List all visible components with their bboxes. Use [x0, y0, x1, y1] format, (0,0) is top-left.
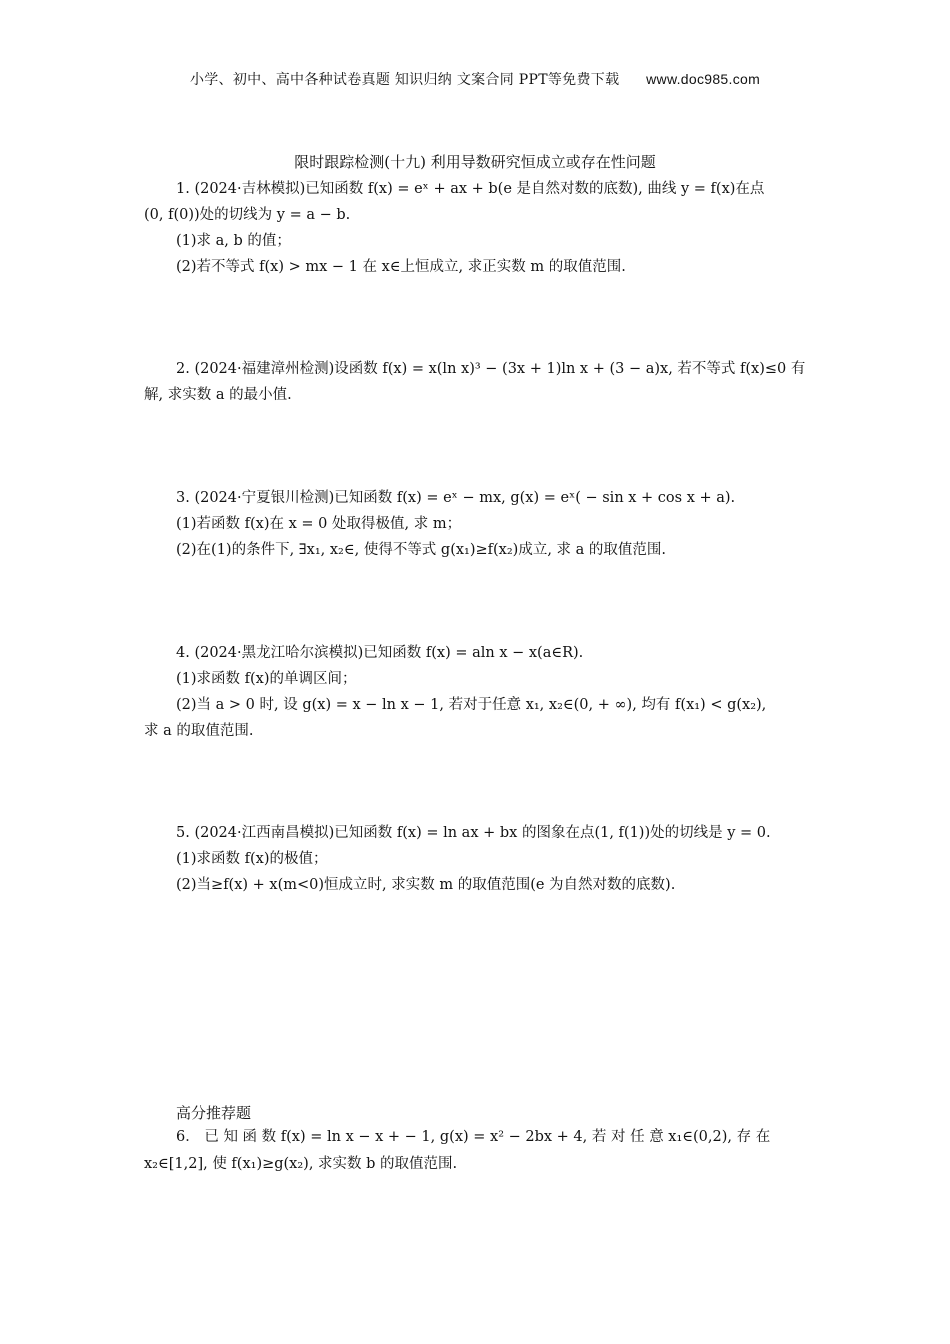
header-site[interactable]: www.doc985.com — [646, 71, 761, 87]
problem-1-line-1: 1. (2024·吉林模拟)已知函数 f(x) = eˣ + ax + b(e 是自然对数的底数), 曲线 y = f(x)在点 — [176, 181, 765, 197]
problem-3-part-2: (2)在(1)的条件下, ∃x₁, x₂∈, 使得不等式 g(x₁)≥f(x₂)成立, 求 a 的取值范围. — [176, 542, 667, 558]
problem-1-part-2: (2)若不等式 f(x) > mx − 1 在 x∈上恒成立, 求正实数 m 的取值范围. — [176, 259, 626, 275]
problem-4-part-1: (1)求函数 f(x)的单调区间； — [176, 671, 357, 687]
header-text: 小学、初中、高中各种试卷真题 知识归纳 文案合同 PPT等免费下载 — [189, 72, 620, 88]
problem-6-line-1: 6． 已 知 函 数 f(x) = ln x − x + − 1, g(x) = x² − 2bx + 4, 若 对 任 意 x₁∈(0,2), 存 在 — [176, 1129, 771, 1145]
problem-4-line-1: 4. (2024·黑龙江哈尔滨模拟)已知函数 f(x) = aln x − x(a∈R). — [176, 645, 584, 661]
problem-1-line-2: (0, f(0))处的切线为 y = a − b. — [144, 207, 351, 223]
problem-3-part-1: (1)若函数 f(x)在 x = 0 处取得极值, 求 m； — [176, 516, 462, 532]
page-title: 限时跟踪检测(十九) 利用导数研究恒成立或存在性问题 — [294, 153, 656, 171]
section-heading: 高分推荐题 — [176, 1105, 252, 1122]
problem-5-line-1: 5. (2024·江西南昌模拟)已知函数 f(x) = ln ax + bx 的图象在点(1, f(1))处的切线是 y = 0. — [176, 825, 771, 841]
page-header — [0, 69, 950, 89]
problem-4-part-2: (2)当 a > 0 时, 设 g(x) = x − ln x − 1, 若对于任意 x₁, x₂∈(0, + ∞), 均有 f(x₁) < g(x₂), — [176, 697, 767, 713]
problem-6-line-2: x₂∈[1,2], 使 f(x₁)≥g(x₂), 求实数 b 的取值范围. — [144, 1156, 458, 1172]
problem-1-part-1: (1)求 a, b 的值； — [176, 233, 291, 249]
problem-2-line-1: 2. (2024·福建漳州检测)设函数 f(x) = x(ln x)³ − (3x + 1)ln x + (3 − a)x, 若不等式 f(x)≤0 有 — [176, 361, 806, 377]
problem-5-part-2: (2)当≥f(x) + x(m<0)恒成立时, 求实数 m 的取值范围(e 为自然对数的底数). — [176, 877, 676, 893]
problem-2-line-2: 解, 求实数 a 的最小值. — [144, 387, 292, 403]
problem-3-line-1: 3. (2024·宁夏银川检测)已知函数 f(x) = eˣ − mx, g(x) = eˣ( − sin x + cos x + a). — [176, 490, 736, 506]
problem-4-line-4: 求 a 的取值范围. — [144, 723, 254, 739]
problem-5-part-1: (1)求函数 f(x)的极值； — [176, 851, 328, 867]
